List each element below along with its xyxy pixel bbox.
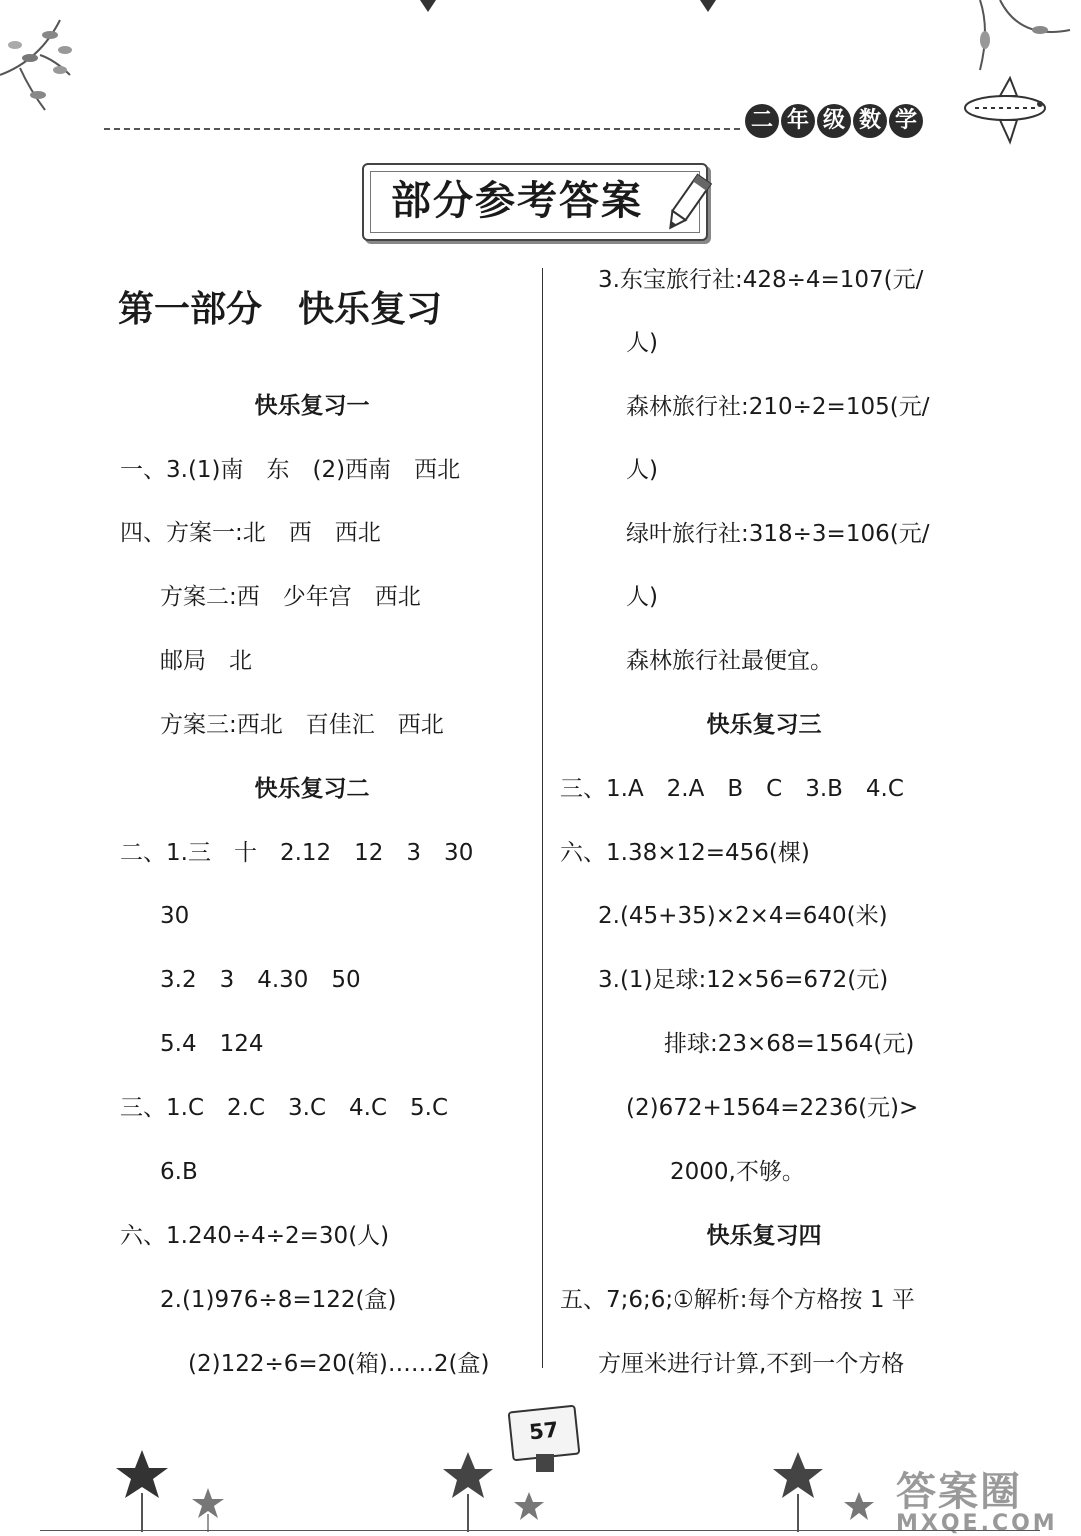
section-heading: 快乐复习二 [254,776,370,802]
answer-line: 3.(1)足球:12×56=672(元) [598,967,889,993]
answer-line: 5.4 124 [160,1031,264,1057]
page-number-tag [508,1405,581,1462]
answer-line: 二、1.三 十 2.12 12 3 30 [120,840,474,866]
footer-line [40,1530,1040,1531]
answer-line: 2.(1)976÷8=122(盒) [160,1287,397,1313]
column-divider [542,268,543,1368]
sign-post [536,1454,554,1472]
section-heading: 快乐复习三 [706,712,822,738]
answer-line: 六、1.240÷4÷2=30(人) [120,1223,390,1249]
answer-line: 森林旅行社:210÷2=105(元/ [626,394,930,420]
star-decoration [440,1450,496,1532]
answer-line: 人) [626,330,658,356]
answer-line: 邮局 北 [160,648,252,674]
answer-line: 三、1.A 2.A B C 3.B 4.C [560,776,904,802]
answer-line: 森林旅行社最便宜。 [626,648,833,674]
answer-line: 六、1.38×12=456(棵) [560,840,810,866]
watermark [896,1469,1076,1536]
answer-line: 3.东宝旅行社:428÷4=107(元/ [598,267,924,293]
star-decoration [512,1490,546,1532]
page-number: 57 [527,1417,560,1445]
answer-line: 2000,不够。 [670,1159,805,1185]
top-left-branch-decoration [0,0,110,130]
badge-char: 数 [853,104,887,138]
answer-line: 绿叶旅行社:318÷3=106(元/ [626,521,930,547]
answer-line: 四、方案一:北 西 西北 [120,520,381,546]
answer-line: 排球:23×68=1564(元) [664,1031,915,1057]
pencil-icon [662,169,712,239]
badge-char: 年 [781,104,815,138]
answer-line: 三、1.C 2.C 3.C 4.C 5.C [120,1095,449,1121]
section-heading: 快乐复习四 [706,1223,822,1249]
badge-char: 学 [889,104,923,138]
badge-char: 二 [745,104,779,138]
section-heading: 快乐复习一 [254,393,370,419]
grade-subject-badge [745,104,923,138]
star-decoration [842,1490,876,1532]
top-star-decoration [690,0,726,14]
answer-line: 人) [626,584,658,610]
star-decoration [770,1450,826,1532]
answer-line: 方案三:西北 百佳汇 西北 [160,712,444,738]
header-dashed-line [104,128,740,130]
star-decoration [190,1486,226,1532]
answer-line: 30 [160,903,190,929]
watermark-text: 答案圈 [896,1469,1022,1515]
answer-line: 五、7;6;6;①解析:每个方格按 1 平 [560,1287,915,1313]
answer-line: 人) [626,457,658,483]
answer-line: (2)672+1564=2236(元)> [626,1095,919,1121]
answer-line: 2.(45+35)×2×4=640(米) [598,903,888,929]
answer-line: 方案二:西 少年宫 西北 [160,584,421,610]
answer-line: 一、3.(1)南 东 (2)西南 西北 [120,457,461,483]
answer-line: (2)122÷6=20(箱)……2(盒) [188,1351,490,1377]
answer-line: 3.2 3 4.30 50 [160,967,361,993]
answer-line: 方厘米进行计算,不到一个方格 [598,1351,905,1377]
badge-char: 级 [817,104,851,138]
star-decoration [112,1448,172,1532]
part-title: 第一部分 快乐复习 [118,289,443,330]
page-title: 部分参考答案 [391,178,643,224]
bird-icon [955,76,1055,146]
watermark-url: MXQE.COM [896,1511,1058,1536]
top-star-decoration [410,0,446,14]
title-box [362,163,708,241]
answer-line: 6.B [160,1159,198,1185]
